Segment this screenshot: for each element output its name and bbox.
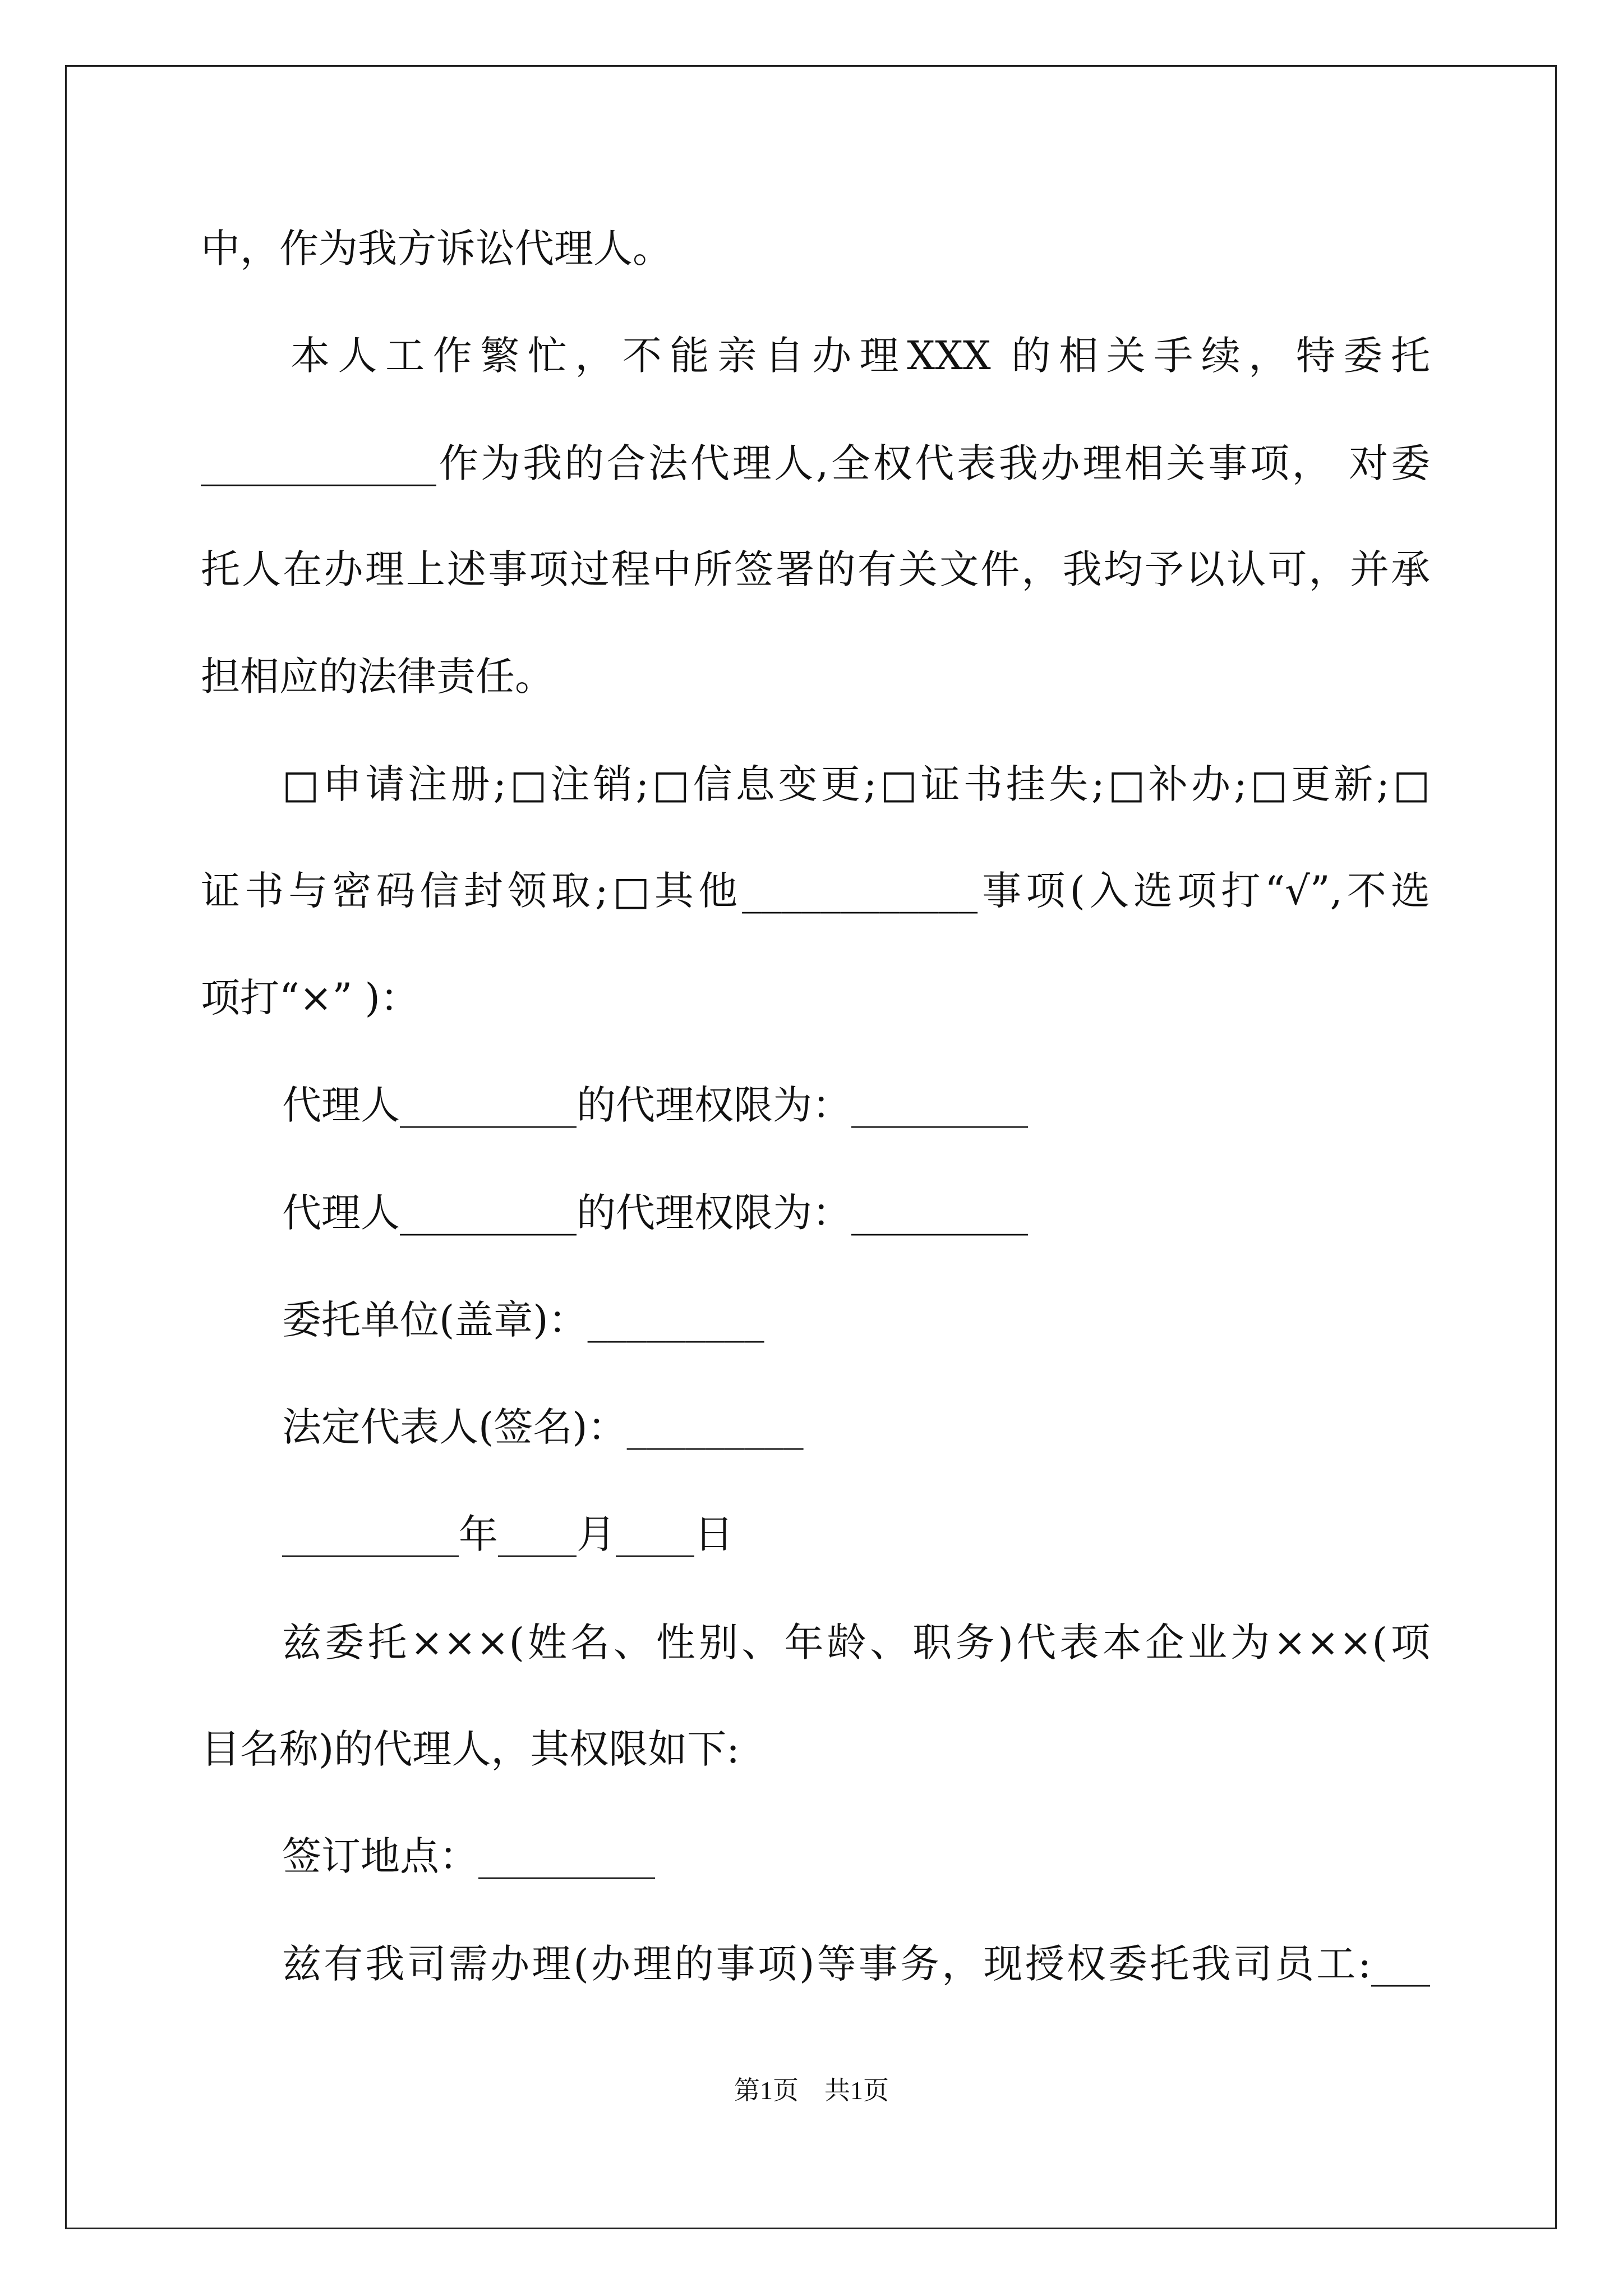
signing-location-line: 签订地点：_________ xyxy=(282,1833,655,1879)
paragraph-line-14: 兹委托×××(姓名、性别、年龄、职务)代表本企业为×××(项 xyxy=(282,1619,1430,1665)
paragraph-line-5: 担相应的法律责任。 xyxy=(201,654,554,700)
paragraph-line-4: 托人在办理上述事项过程中所签署的有关文件，我均予以认可，并承 xyxy=(201,546,1430,592)
paragraph-line-1: 中，作为我方诉讼代理人。 xyxy=(201,226,672,272)
date-line: _________年____月____日 xyxy=(282,1511,734,1557)
legal-representative-line: 法定代表人(签名)：_________ xyxy=(282,1404,804,1450)
paragraph-line-3: ____________作为我的合法代理人,全权代表我办理相关事项， 对委 xyxy=(201,440,1430,486)
page-number: 第1页 共1页 xyxy=(734,2076,889,2105)
entrusting-unit-line: 委托单位(盖章)：_________ xyxy=(282,1297,764,1343)
paragraph-line-2: 本人工作繁忙，不能亲自办理XXX 的相关手续，特委托 xyxy=(291,333,1430,379)
checkbox-options-line-3: 项打“×” )： xyxy=(201,975,419,1021)
page-border xyxy=(65,65,1557,2229)
checkbox-options-line-2: 证书与密码信封领取;□其他____________事项(入选项打“√”,不选 xyxy=(201,868,1430,914)
checkbox-options-line-1: □申请注册;□注销;□信息变更;□证书挂失;□补办;□更新;□ xyxy=(282,761,1430,807)
agent-authority-line-1: 代理人_________的代理权限为：_________ xyxy=(282,1082,1028,1128)
paragraph-line-15: 目名称)的代理人，其权限如下: xyxy=(201,1726,740,1772)
paragraph-line-17: 兹有我司需办理(办理的事项)等事务，现授权委托我司员工:___ xyxy=(282,1941,1430,1987)
agent-authority-line-2: 代理人_________的代理权限为：_________ xyxy=(282,1190,1028,1236)
